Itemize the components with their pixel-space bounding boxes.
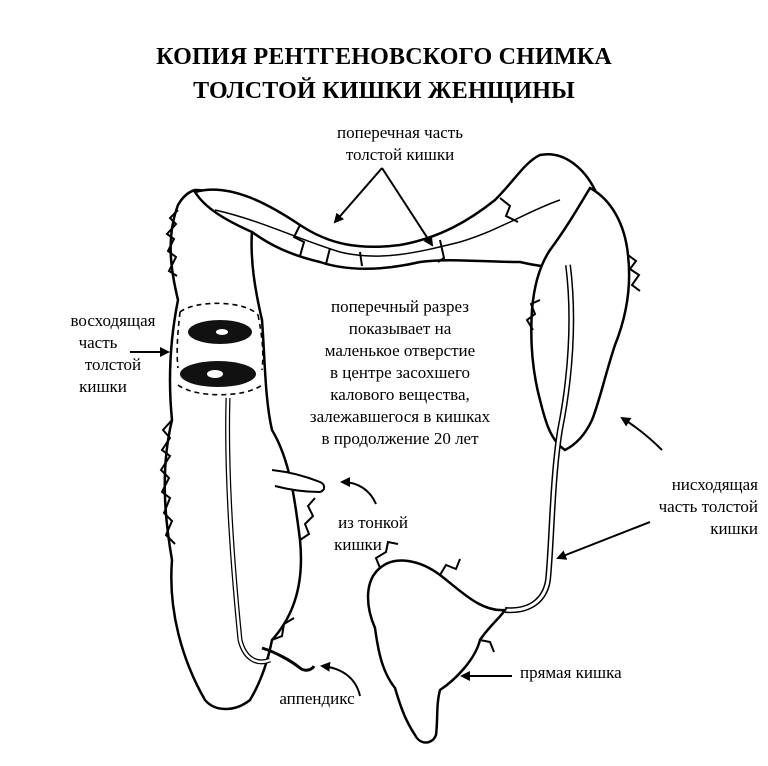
- label-ascending-colon: восходящая часть толстой кишки: [70, 311, 156, 396]
- label-rectum: прямая кишка: [520, 663, 622, 682]
- arrow-transverse-right: [382, 168, 432, 245]
- label-appendix: аппендикс: [279, 689, 355, 708]
- ascending-colon-shape: [165, 190, 301, 709]
- label-cross-section: поперечный разрез показывает на маленькое отверстие в центре засохшего калового вещества, залежавшегося в кишках в продолжение 20 лет: [309, 297, 491, 448]
- transverse-colon-shape: [195, 154, 600, 269]
- label-small-intestine: из тонкой кишки: [334, 513, 408, 554]
- arrow-descending-upper: [622, 418, 662, 450]
- title-line-2: ТОЛСТОЙ КИШКИ ЖЕНЩИНЫ: [193, 78, 575, 104]
- rectum-shape: [368, 561, 505, 743]
- arrow-small-intestine: [342, 482, 376, 504]
- title-line-1: КОПИЯ РЕНТГЕНОВСКОГО СНИМКА: [156, 44, 612, 70]
- label-transverse-colon: поперечная часть толстой кишки: [337, 123, 463, 164]
- arrow-transverse-left: [335, 168, 382, 222]
- label-descending-colon: нисходящая часть толстой кишки: [658, 475, 758, 538]
